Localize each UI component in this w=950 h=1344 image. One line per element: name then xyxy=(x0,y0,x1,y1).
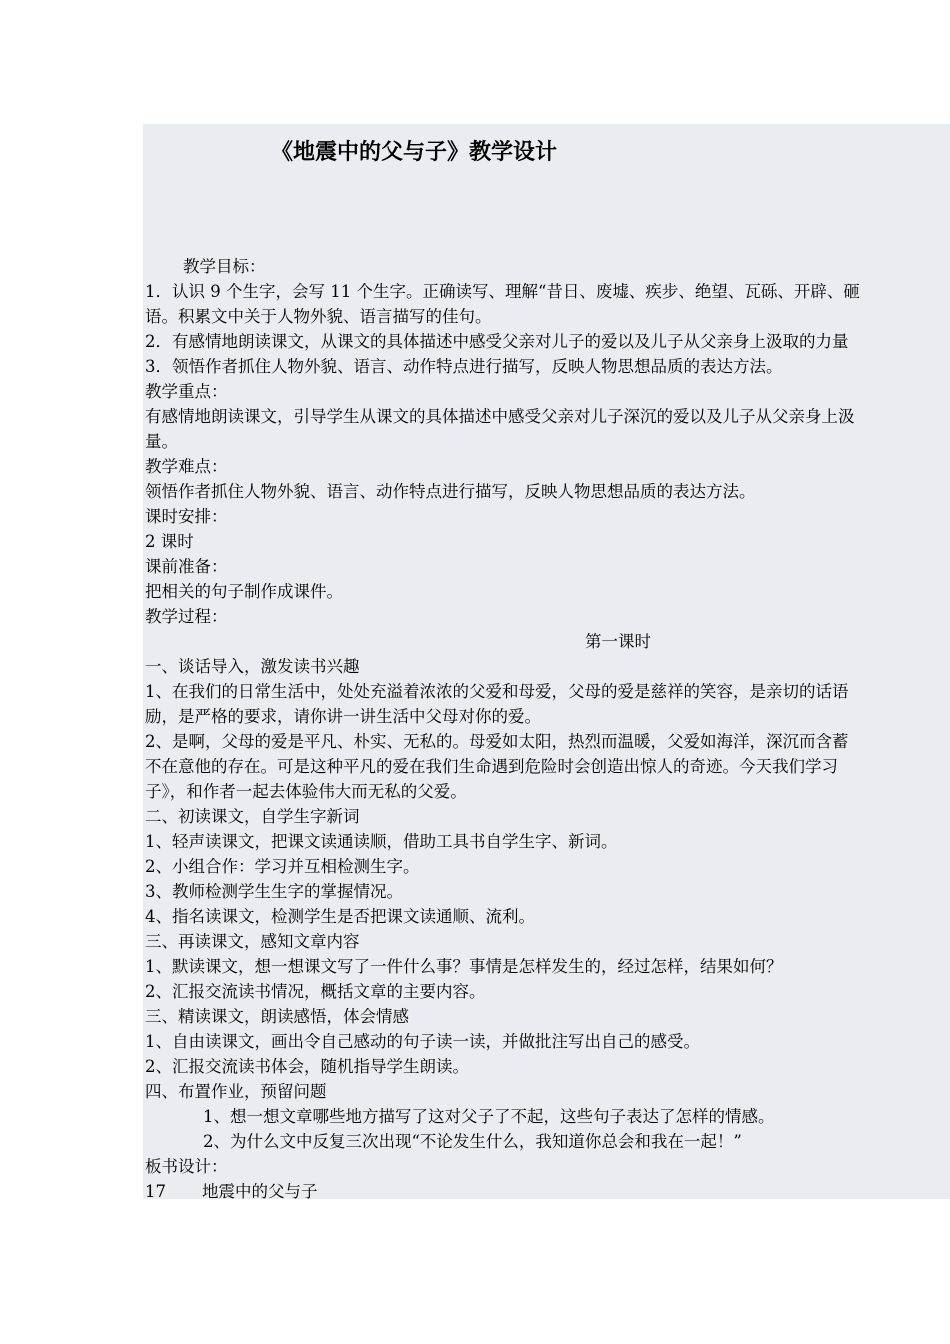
preparation-text: 把相关的句子制作成课件。 xyxy=(145,582,343,601)
section-line: 2、汇报交流读书体会，随机指导学生朗读。 xyxy=(145,1057,469,1076)
key-points-heading: 教学重点： xyxy=(145,382,228,401)
section-title: 四、布置作业，预留问题 xyxy=(145,1082,327,1101)
section-line: 4、指名读课文，检测学生是否把课文读通顺、流利。 xyxy=(145,907,535,926)
objectives-heading: 教学目标： xyxy=(183,257,266,276)
section-line: 子》，和作者一起去体验伟大而无私的父爱。 xyxy=(145,782,467,801)
objective-line: 1．认识 9 个生字，会写 11 个生字。正确读写、理解“昔日、废墟、疾步、绝望、瓦砾、开辟、砸 xyxy=(145,282,860,301)
section-title: 三、再读课文，感知文章内容 xyxy=(145,932,360,951)
section-line: 2、汇报交流读书情况，概括文章的主要内容。 xyxy=(145,982,486,1001)
section-line: 1、默读课文，想一想课文写了一件什么事？事情是怎样发生的，经过怎样，结果如何？ xyxy=(145,957,783,976)
preparation-heading: 课前准备： xyxy=(145,557,228,576)
board-number: 17 xyxy=(145,1182,166,1201)
section-title: 二、初读课文，自学生字新词 xyxy=(145,807,360,826)
section-line: 1、在我们的日常生活中，处处充溢着浓浓的父爱和母爱，父母的爱是慈祥的笑容，是亲切的话语 xyxy=(145,682,849,701)
schedule-heading: 课时安排： xyxy=(145,507,228,526)
process-heading: 教学过程： xyxy=(145,607,228,626)
difficulty-text: 领悟作者抓住人物外貌、语言、动作特点进行描写，反映人物思想品质的表达方法。 xyxy=(145,482,756,501)
document-title: 《地震中的父与子》教学设计 xyxy=(271,140,558,165)
schedule-text: 2 课时 xyxy=(145,532,194,551)
lesson-title: 第一课时 xyxy=(585,632,651,651)
key-points-line: 有感情地朗读课文，引导学生从课文的具体描述中感受父亲对儿子深沉的爱以及儿子从父亲身上汲 xyxy=(145,407,855,426)
objective-line: 3．领悟作者抓住人物外貌、语言、动作特点进行描写，反映人物思想品质的表达方法。 xyxy=(145,357,783,376)
section-line: 2、小组合作：学习并互相检测生字。 xyxy=(145,857,420,876)
objective-line: 语。积累文中关于人物外貌、语言描写的佳句。 xyxy=(145,307,492,326)
section-line: 2、为什么文中反复三次出现“不论发生什么，我知道你总会和我在一起！” xyxy=(203,1132,742,1151)
key-points-line: 量。 xyxy=(145,432,178,451)
section-title: 三、精读课文，朗读感悟，体会情感 xyxy=(145,1007,409,1026)
section-line: 不在意他的存在。可是这种平凡的爱在我们生命遇到危险时会创造出惊人的奇迹。今天我们学习 xyxy=(145,757,838,776)
section-line: 3、教师检测学生生字的掌握情况。 xyxy=(145,882,403,901)
section-line: 1、自由读课文，画出令自己感动的句子读一读，并做批注写出自己的感受。 xyxy=(145,1032,700,1051)
section-line: 励，是严格的要求，请你讲一讲生活中父母对你的爱。 xyxy=(145,707,541,726)
board-title: 地震中的父与子 xyxy=(202,1182,318,1201)
board-heading: 板书设计： xyxy=(145,1157,228,1176)
difficulty-heading: 教学难点： xyxy=(145,457,228,476)
objective-line: 2．有感情地朗读课文，从课文的具体描述中感受父亲对儿子的爱以及儿子从父亲身上汲取的力量 xyxy=(145,332,849,351)
section-title: 一、谈话导入，激发读书兴趣 xyxy=(145,657,360,676)
section-line: 1、想一想文章哪些地方描写了这对父子了不起，这些句子表达了怎样的情感。 xyxy=(203,1107,775,1126)
section-line: 1、轻声读课文，把课文读通读顺，借助工具书自学生字、新词。 xyxy=(145,832,618,851)
section-line: 2、是啊，父母的爱是平凡、朴实、无私的。母爱如太阳，热烈而温暖，父爱如海洋，深沉而含蓄 xyxy=(145,732,849,751)
